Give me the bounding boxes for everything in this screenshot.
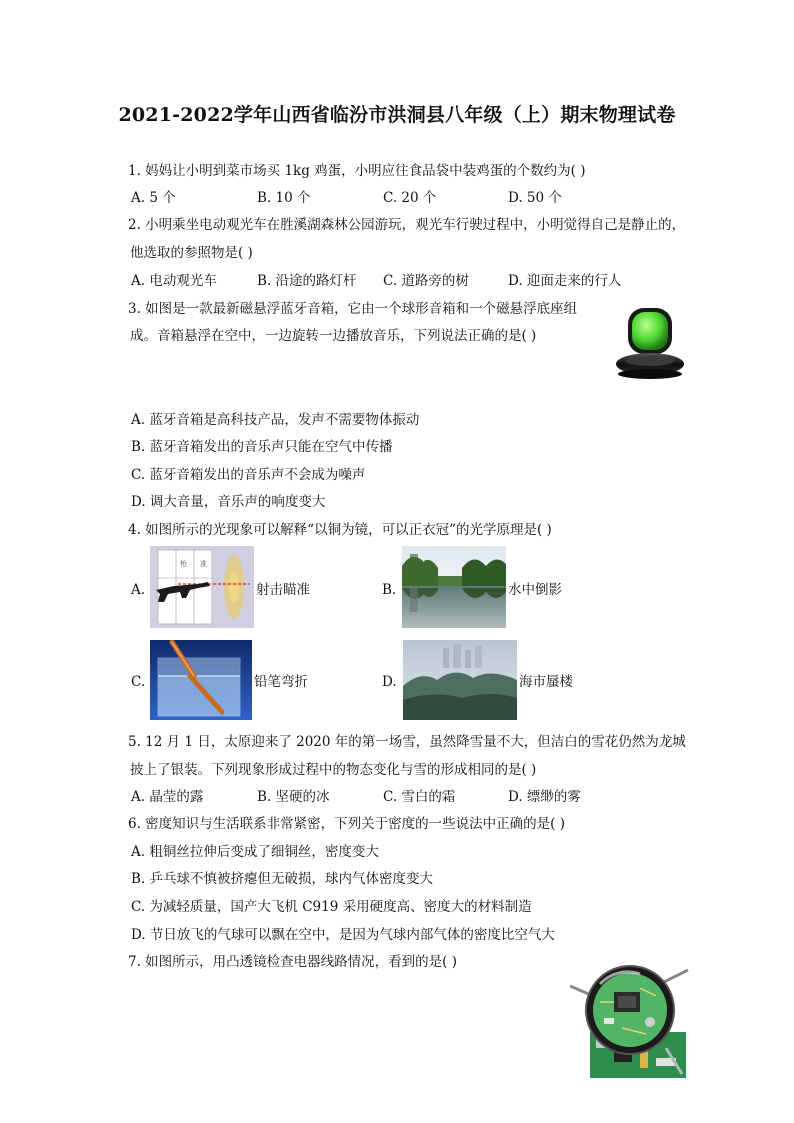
q4-option-a-letter[interactable]: A. — [131, 582, 146, 598]
q2-option-a[interactable]: A. 电动观光车 — [131, 273, 217, 289]
q3-stem-line1: 3. 如图是一款最新磁悬浮蓝牙音箱，它由一个球形音箱和一个磁悬浮底座组 — [128, 301, 578, 317]
q6-option-b[interactable]: B. 乒乓球不慎被挤瘪但无破损，球内气体密度变大 — [131, 871, 434, 887]
q4-option-d-letter[interactable]: D. — [382, 674, 397, 690]
maglev-speaker-image — [612, 304, 688, 384]
q3-option-c[interactable]: C. 蓝牙音箱发出的音乐声不会成为噪声 — [131, 467, 366, 483]
q1-option-d[interactable]: D. 50 个 — [508, 190, 562, 206]
q5-option-a[interactable]: A. 晶莹的露 — [131, 789, 204, 805]
q2-stem-line2: 他选取的参照物是( ) — [130, 245, 253, 261]
q2-option-c[interactable]: C. 道路旁的树 — [383, 273, 469, 289]
q2-option-d[interactable]: D. 迎面走来的行人 — [508, 273, 622, 289]
q1-stem: 1. 妈妈让小明到菜市场买 1kg 鸡蛋，小明应往食品袋中装鸡蛋的个数约为( ) — [128, 163, 586, 179]
q5-option-d[interactable]: D. 缥缈的雾 — [508, 789, 581, 805]
q4-option-d-caption: 海市蜃楼 — [519, 674, 573, 690]
q6-stem: 6. 密度知识与生活联系非常紧密，下列关于密度的一些说法中正确的是( ) — [128, 816, 565, 832]
q4-option-b-letter[interactable]: B. — [382, 582, 397, 598]
q3-option-a[interactable]: A. 蓝牙音箱是高科技产品，发声不需要物体振动 — [131, 412, 420, 428]
page-title: 2021-2022学年山西省临汾市洪洞县八年级（上）期末物理试卷 — [118, 104, 676, 126]
q6-option-a[interactable]: A. 粗铜丝拉伸后变成了细铜丝，密度变大 — [131, 844, 379, 860]
q1-option-b[interactable]: B. 10 个 — [257, 190, 311, 206]
bent-pencil-image — [150, 640, 252, 720]
water-reflection-image — [402, 546, 506, 628]
q2-option-b[interactable]: B. 沿途的路灯杆 — [257, 273, 357, 289]
q5-option-b[interactable]: B. 坚硬的冰 — [257, 789, 330, 805]
q1-option-c[interactable]: C. 20 个 — [383, 190, 437, 206]
q5-option-c[interactable]: C. 雪白的霜 — [383, 789, 456, 805]
q6-option-c[interactable]: C. 为减轻质量，国产大飞机 C919 采用硬度高、密度大的材料制造 — [131, 899, 532, 915]
q5-stem-line2: 披上了银装。下列现象形成过程中的物态变化与雪的形成相同的是( ) — [130, 762, 537, 778]
q3-stem-line2: 成。音箱悬浮在空中，一边旋转一边播放音乐，下列说法正确的是( ) — [130, 328, 537, 344]
mirage-image — [403, 640, 517, 720]
q7-stem: 7. 如图所示，用凸透镜检查电器线路情况，看到的是( ) — [128, 954, 457, 970]
q4-option-c-caption: 铅笔弯折 — [254, 674, 308, 690]
q4-option-c-letter[interactable]: C. — [131, 674, 146, 690]
q4-stem: 4. 如图所示的光现象可以解释“以铜为镜，可以正衣冠”的光学原理是( ) — [128, 522, 552, 538]
q3-option-d[interactable]: D. 调大音量，音乐声的响度变大 — [131, 494, 326, 510]
q6-option-d[interactable]: D. 节日放飞的气球可以飘在空中，是因为气球内部气体的密度比空气大 — [131, 927, 555, 943]
q3-option-b[interactable]: B. 蓝牙音箱发出的音乐声只能在空气中传播 — [131, 439, 393, 455]
q4-option-b-caption: 水中倒影 — [508, 582, 562, 598]
convex-lens-circuit-image — [570, 962, 690, 1080]
svg-text:枪: 枪 — [180, 560, 187, 568]
q2-stem-line1: 2. 小明乘坐电动观光车在胜溪湖森林公园游玩，观光车行驶过程中，小明觉得自己是静止的， — [128, 217, 686, 233]
q4-option-a-caption: 射击瞄准 — [256, 582, 310, 598]
shooting-aim-image — [150, 546, 254, 628]
svg-text:准: 准 — [200, 560, 207, 568]
q5-stem-line1: 5. 12 月 1 日，太原迎来了 2020 年的第一场雪，虽然降雪量不大，但洁白的雪花仍然为龙城 — [128, 734, 686, 750]
q1-option-a[interactable]: A. 5 个 — [131, 190, 176, 206]
